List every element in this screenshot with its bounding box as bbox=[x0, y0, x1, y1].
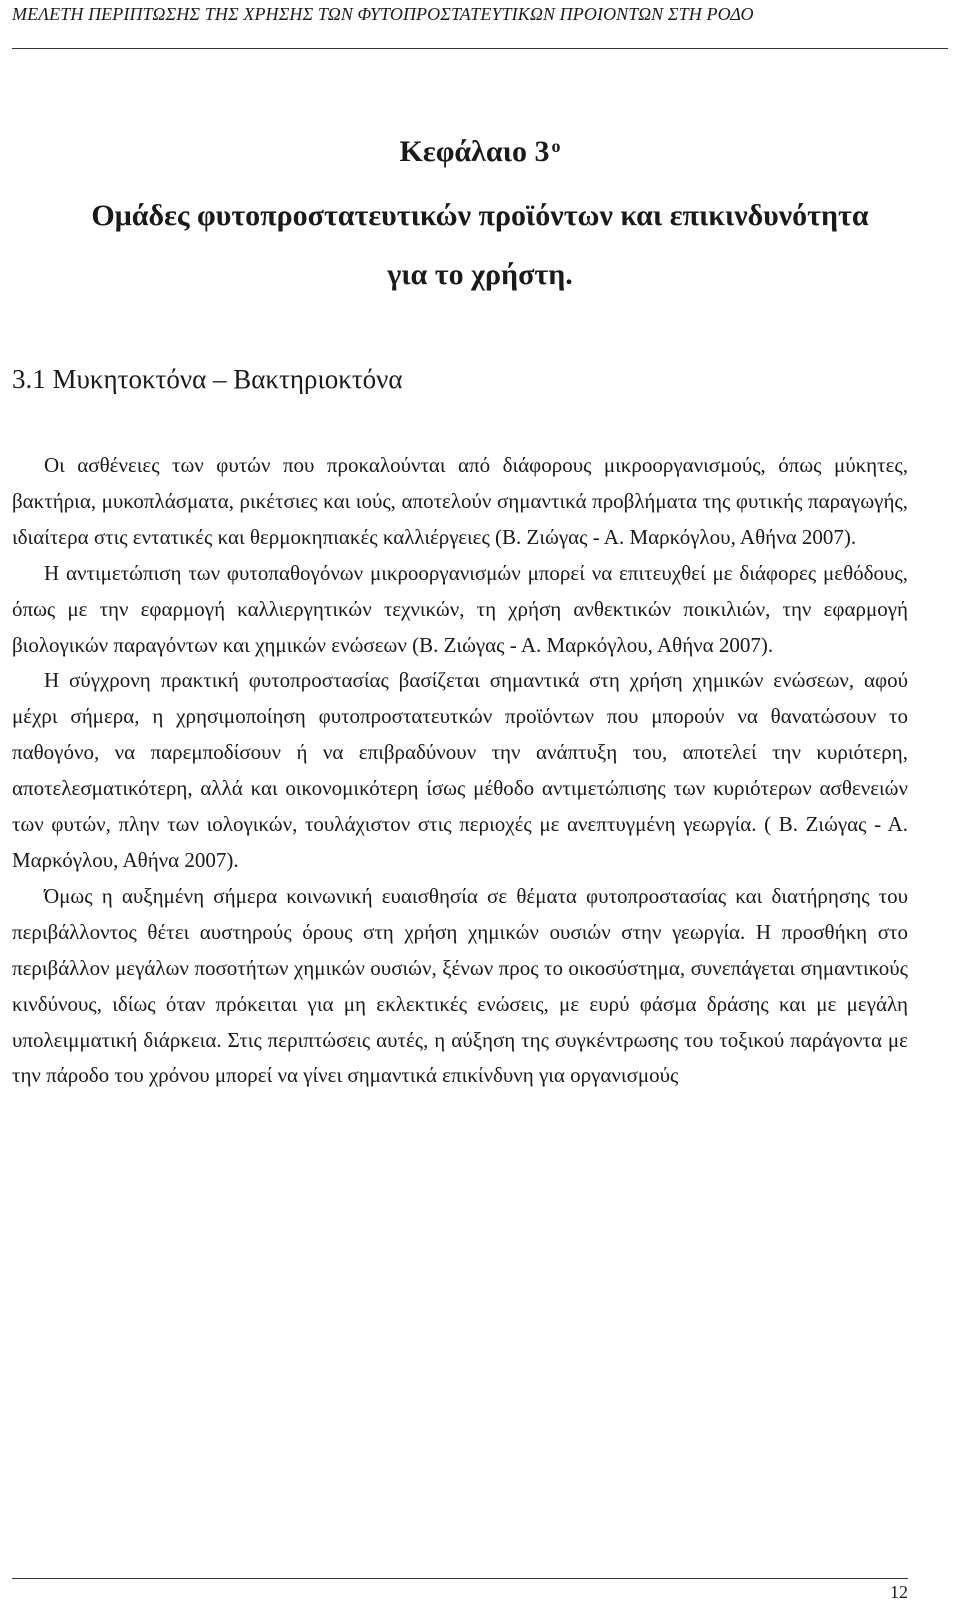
body-text bbox=[12, 448, 908, 1094]
paragraph-1: Οι ασθένειες των φυτών που προκαλούνται από διάφορους μικροοργανισμούς, όπως μύκητες, βακτήρια, μυκοπλάσματα, ρικέτσιες και ιούς, αποτελούν σημαντικά προβλήματα της φυτικής παραγωγής, ιδιαίτερα στις εντατικές και θερμοκηπιακές καλλιέργειες (Β. Ζιώγας - Α. Μαρκόγλου, Αθήνα 2007). bbox=[12, 453, 908, 549]
section-heading: 3.1 Μυκητοκτόνα – Βακτηριοκτόνα bbox=[12, 364, 403, 394]
chapter-title-line-2: για το χρήστη. bbox=[387, 258, 573, 291]
paragraph-4: Όμως η αυξημένη σήμερα κοινωνική ευαισθησία σε θέματα φυτοπροστασίας και διατήρησης του περιβάλλοντος θέτει αυστηρούς όρους στη χρήση χημικών ουσιών στην γεωργία. Η προσθήκη στο περιβάλλον μεγάλων ποσοτήτων χημικών ουσιών, ξένων προς το οικοσύστημα, συνεπάγεται σημαντικούς κινδύνους, ιδίως όταν πρόκειται για μη εκλεκτικές ενώσεις, με ευρύ φάσμα δράσης και με μεγάλη υπολειμματική διάρκεια. Στις περιπτώσεις αυτές, η αύξηση της συγκέντρωσης του τοξικού παράγοντα με την πάροδο του χρόνου μπορεί να γίνει σημαντικά επικίνδυνη για οργανισμούς bbox=[12, 883, 908, 1088]
chapter-title-line-1: Ομάδες φυτοπροστατευτικών προϊόντων και επικινδυνότητα bbox=[91, 199, 869, 232]
chapter-label-superscript: ο bbox=[551, 136, 561, 156]
page-number: 12 bbox=[890, 1582, 908, 1602]
paragraph-3: Η σύγχρονη πρακτική φυτοπροστασίας βασίζεται σημαντικά στη χρήση χημικών ενώσεων, αφού μέχρι σήμερα, η χρησιμοποίηση φυτοπροστατευτκών προϊόντων που μπορούν να θανατώσουν το παθογόνο, να παρεμποδίσουν ή να επιβραδύνουν την ανάπτυξη του, αποτελεί την κυριότερη, αποτελεσματικότερη, αλλά και οικονομικότερη ίσως μέθοδο αντιμετώπισης των κυριότερων ασθενειών των φυτών, πλην των ιολογικών, τουλάχιστον στις περιοχές με ανεπτυγμένη γεωργία. ( Β. Ζιώγας - Α. Μαρκόγλου, Αθήνα 2007). bbox=[12, 668, 908, 872]
footer-divider bbox=[12, 1578, 908, 1579]
paragraph-2: Η αντιμετώπιση των φυτοπαθογόνων μικροοργανισμών μπορεί να επιτευχθεί με διάφορες μεθόδους, όπως με την εφαρμογή καλλιεργητικών τεχνικών, τη χρήση ανθεκτικών ποικιλιών, την εφαρμογή βιολογικών παραγόντων και χημικών ενώσεων (Β. Ζιώγας - Α. Μαρκόγλου, Αθήνα 2007). bbox=[12, 560, 908, 657]
chapter-label bbox=[0, 132, 960, 172]
chapter-label-text: Κεφάλαιο 3 bbox=[399, 135, 550, 168]
running-header: ΜΕΛΕΤΗ ΠΕΡΙΠΤΩΣΗΣ ΤΗΣ ΧΡΗΣΗΣ ΤΩΝ ΦΥΤΟΠΡΟΣΤΑΤΕΥΤΙΚΩΝ ΠΡΟΙΟΝΤΩΝ ΣΤΗ ΡΟΔΟ bbox=[12, 4, 754, 24]
header-divider bbox=[12, 48, 948, 49]
